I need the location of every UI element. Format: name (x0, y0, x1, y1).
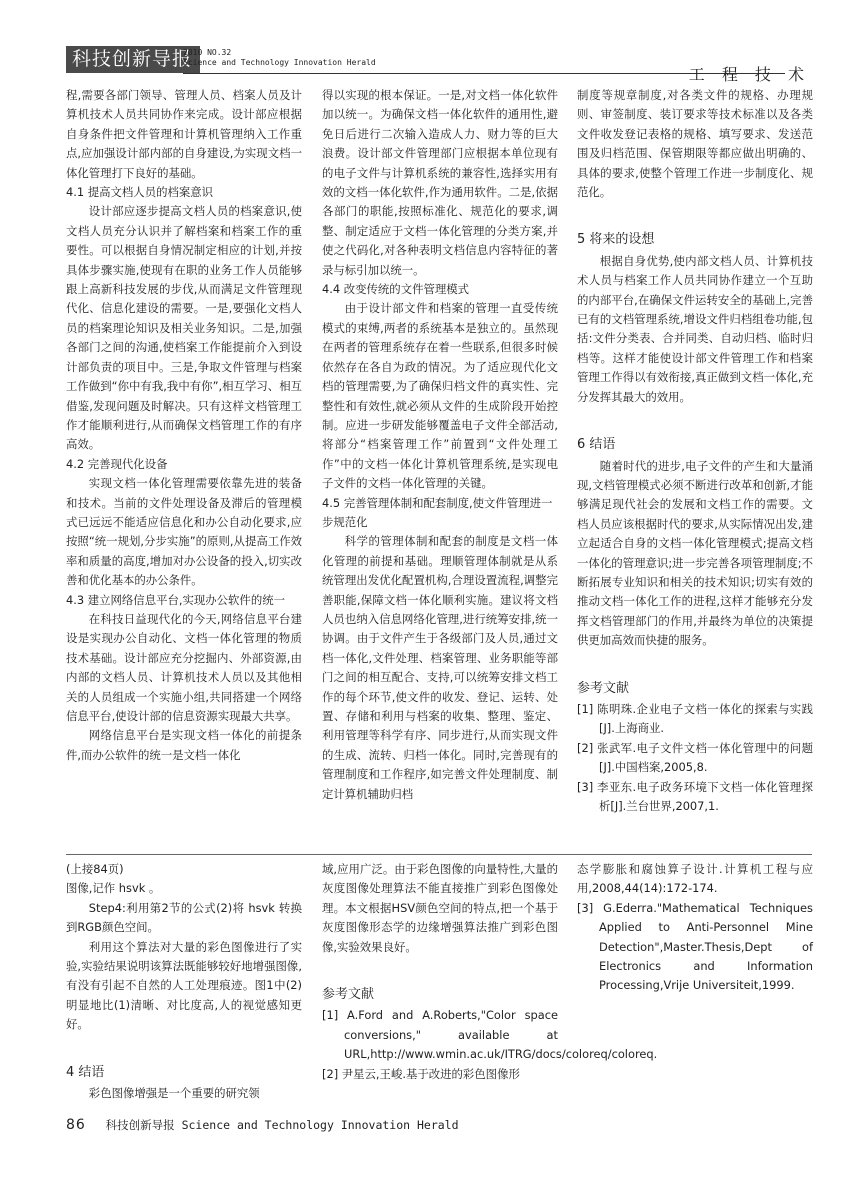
paragraph: (上接84页) (66, 862, 124, 876)
reference-item: [3] G.Ederra."Mathematical Techniques Applied to Anti-Personnel Mine Detection",Master.Thesis,Dept of Electronics and Information Processing,Vrije Universiteit,1999. (577, 900, 813, 993)
section-heading: 参考文献 (577, 680, 630, 696)
paragraph: 科学的管理体制和配套的制度是文档一体化管理的前提和基础。理顺管理体制就是从系统管理出发优化配置机构,合理设置流程,调整完善职能,保障文档一体化顺利实施。建议将文档人员也纳入信息网络化管理,进行统筹安排,统一协调。由于文件产生于各级部门及人员,通过文档一体化,文件处理、档案管理、业务职能等部门之间的相互配合、支持,可以统筹安排文档工作的每个环节,使文件的收发、登记、运转、处置、存储和利用与档案的收集、整理、鉴定、利用管理等科学有序、同步进行,从而实现文件的生成、流转、归档一体化。同时,完善现有的管理制度和工作程序,如完善文件处理制度、制定计算机辅助归档 (322, 534, 558, 801)
reference-item: [1] 陈明珠.企业电子文档一体化的探索与实践[J].上海商业. (577, 701, 813, 736)
spacer (577, 202, 813, 216)
paragraph: 利用这个算法对大量的彩色图像进行了实验,实验结果说明该算法既能够较好地增强图像,有没有引起不自然的人工处理痕迹。图1中(2)明显地比(1)清晰、对比度高,人的视觉感知更好。 (66, 939, 302, 1032)
paragraph: 网络信息平台是实现文档一体化的前提条件,而办公软件的统一是文档一体化 (66, 728, 302, 762)
section-tag: 工 程 技 术 (688, 65, 810, 84)
paragraph: Step4:利用第2节的公式(2)将 hsvk 转换到RGB颜色空间。 (66, 900, 302, 935)
column-1 (66, 86, 302, 765)
section-heading: 6 结语 (577, 437, 616, 453)
journal-meta (183, 48, 376, 68)
bottom-column-3 (577, 860, 813, 996)
reference-item: [1] A.Ford and A.Roberts,"Color space conversions," available at URL,http://www.wmin.ac.uk/ITRG/docs/coloreq/coloreq. (322, 1008, 658, 1062)
spacer (322, 957, 558, 971)
spacer (66, 1035, 302, 1049)
subsection-heading: 4.1 提高文档人员的档案意识 (66, 185, 214, 200)
column-2 (322, 86, 558, 804)
reference-item: [3] 李亚东.电子政务环境下文档一体化管理探析[J].兰台世界,2007,1. (577, 779, 813, 813)
paragraph: 图像,记作 hsvk 。 (66, 881, 161, 896)
subsection-heading: 4.3 建立网络信息平台,实现办公软件的统一 (66, 592, 285, 607)
footer-journal: 科技创新导报 Science and Technology Innovation Herald (105, 1118, 459, 1132)
paragraph: 得以实现的根本保证。一是,对文档一体化软件加以统一。为确保文档一体化软件的通用性,避免日后进行二次输入造成人力、财力等的巨大浪费。设计部文件管理部门应根据本单位现有的电子文件与计算机系统的兼容性,选择实用有效的文档一体化软件,作为通用软件。二是,依据各部门的职能,按照标准化、规范化的要求,调整、制定适应于文档一体化管理的分类方案,并使之代码化,对各种表明文档信息内容特征的著录与标引加以统一。 (322, 88, 558, 277)
section-heading: 4 结语 (66, 1064, 105, 1080)
column-3 (577, 86, 813, 816)
journal-name: 科技创新导报 (66, 46, 200, 73)
journal-english-name: Science and Technology Innovation Herald (183, 58, 376, 67)
subsection-heading: 4.2 完善现代化设备 (66, 456, 168, 471)
spacer (577, 407, 813, 421)
paragraph: 彩色图像增强是一个重要的研究领 (88, 1086, 260, 1101)
paragraph: 在科技日益现代化的今天,网络信息平台建设是实现办公自动化、文档一体化管理的物质技术基础。设计部应充分挖掘内、外部资源,由内部的文档人员、计算机技术人员以及其他相关的人员组成一个实施小组,共同搭建一个网络信息平台,使设计部的信息资源实现最大共享。 (66, 611, 302, 723)
paragraph: 制度等规章制度,对各类文件的规格、办理规则、审签制度、装订要求等技术标准以及各类文件收发登记表格的规格、填写要求、发送范围及归档范围、保管期限等都应做出明确的、具体的要求,使整个管理工作进一步制度化、规范化。 (577, 88, 813, 200)
bottom-column-2 (322, 860, 658, 1084)
reference-item: [2] 张武军.电子文件文档一体化管理中的问题[J].中国档案,2005,8. (577, 740, 813, 775)
bottom-column-1 (66, 860, 302, 1103)
paragraph: 由于设计部文件和档案的管理一直受传统模式的束缚,两者的系统基本是独立的。虽然现在两者的管理系统存在着一些联系,但很多时候依然存在各自为政的情况。为了适应现代化文档的管理需要,为了确保归档文件的真实性、完整性和有效性,就必须从文件的生成阶段开始控制。应进一步研发能够覆盖电子文件全部活动,将部分“档案管理工作”前置到“文件处理工作”中的文档一体化计算机管理系统,是实现电子文件的文档一体化管理的关键。 (322, 301, 558, 491)
paragraph: 程,需要各部门领导、管理人员、档案人员及计算机技术人员共同协作来完成。设计部应根据自身条件把文件管理和计算机管理纳入工作重点,应加强设计部内部的自身建设,为实现文档一体化管理打下良好的基础。 (66, 88, 302, 180)
paragraph: 实现文档一体化管理需要依靠先进的装备和技术。当前的文件处理设备及滞后的管理模式已远远不能适应信息化和办公自动化要求,应按照“统一规划,分步实施”的原则,从提高工作效率和质量的高度,增加对办公设备的投入,切实改善和优化基本的办公条件。 (66, 476, 302, 588)
paragraph: 根据自身优势,使内部文档人员、计算机技术人员与档案工作人员共同协作建立一个互助的内部平台,在确保文件运转安全的基础上,完善已有的文档管理系统,增设文件归档组卷功能,包括:文件分类表、合并同类、自动归档、临时归档等。这样才能使设计部文件管理工作和档案管理工作得以有效衔接,真正做到文档一体化,充分发挥其最大的效用。 (577, 253, 813, 404)
paragraph: 随着时代的进步,电子文件的产生和大量涌现,文档管理模式必须不断进行改革和创新,才能够满足现代社会的发展和文档工作的需要。文档人员应该根据时代的要求,从实际情况出发,建立起适合自身的文档一体化管理模式;提高文档一体化的管理意识;进一步完善各项管理制度;不断拓展专业知识和相关的技术知识;切实有效的推动文档一体化工作的进程,这样才能够充分发挥文档管理部门的作用,并最终为单位的决策提供更加高效而快捷的服务。 (577, 458, 813, 648)
paragraph: 设计部应逐步提高文档人员的档案意识,使文档人员充分认识并了解档案和档案工作的重要性。可以根据自身情况制定相应的计划,并按具体步骤实施,使现有在职的业务工作人员能够跟上高新科技发展的步伐,从而满足文件管理现代化、信息化建设的需要。一是,要强化文档人员的档案理论知识及相关业务知识。二是,加强各部门之间的沟通,使档案工作能提前介入到设计部负责的项目中。三是,争取文件管理与档案工作做到“你中有我,我中有你”,相互学习、相互借鉴,发现问题及时解决。只有这样文档管理工作才能顺利进行,从而确保文档管理工作的有序高效。 (66, 204, 302, 452)
section-divider (66, 854, 812, 855)
paragraph: 域,应用广泛。由于彩色图像的向量特性,大量的灰度图像处理算法不能直接推广到彩色图像处理。本文根据HSV颜色空间的特点,把一个基于灰度图像形态学的边缘增强算法推广到彩色图像,实验效果良好。 (322, 862, 558, 954)
page-header (66, 46, 812, 84)
subsection-heading: 4.5 完善管理体制和配套制度,使文件管理进一步规范化 (322, 495, 553, 529)
issue-line: 2010 NO.32 (183, 48, 232, 57)
section-heading: 5 将来的设想 (577, 232, 655, 248)
spacer (577, 651, 813, 665)
page-number: 86 (66, 1117, 86, 1133)
subsection-heading: 4.4 改变传统的文件管理模式 (322, 282, 470, 297)
paragraph: 态学膨胀和腐蚀算子设计.计算机工程与应用,2008,44(14):172-174. (577, 862, 813, 896)
page-footer (66, 1117, 459, 1133)
reference-item: [2] 尹星云,王峻.基于改进的彩色图像形 (322, 1066, 520, 1081)
section-heading: 参考文献 (322, 987, 375, 1003)
